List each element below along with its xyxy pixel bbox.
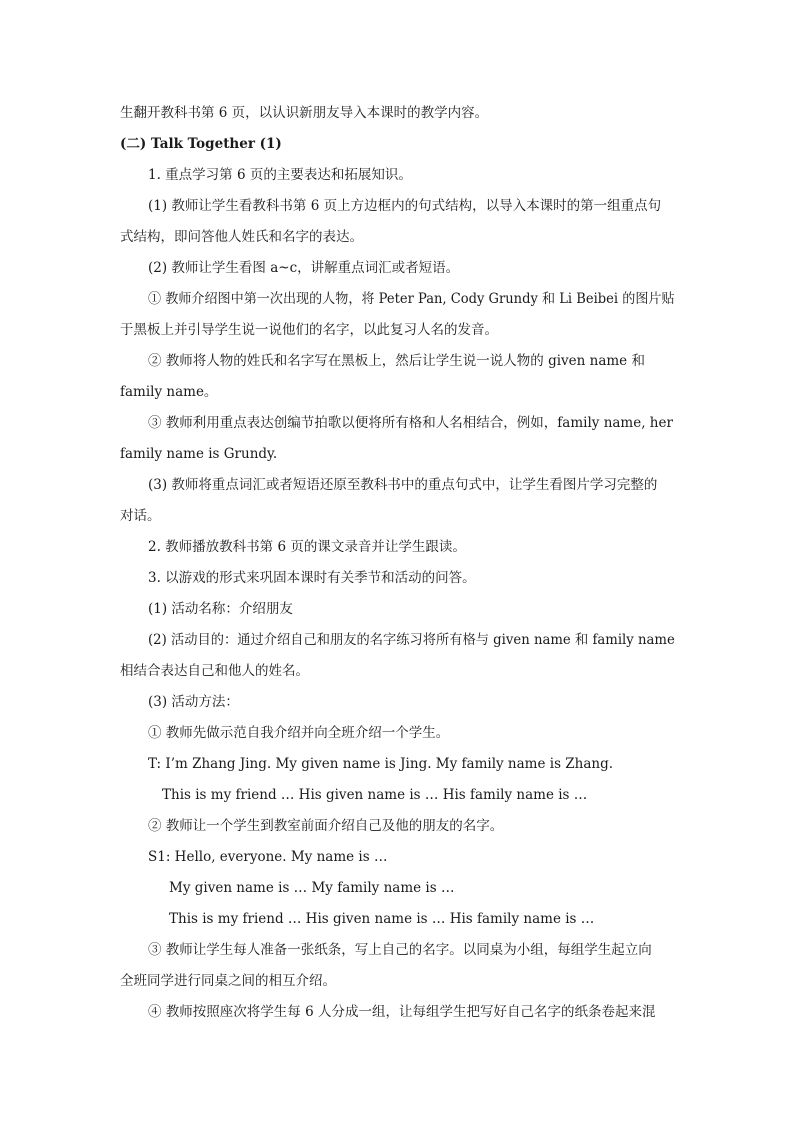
- text-line: 于黑板上并引导学生说一说他们的名字，以此复习人名的发音。: [120, 322, 498, 338]
- dialogue-line: This is my friend … His given name is … His family name is …: [169, 911, 595, 927]
- text-line: (1) 教师让学生看教科书第 6 页上方边框内的句式结构，以导入本课时的第一组重点句: [148, 198, 662, 214]
- text-line: 对话。: [120, 508, 161, 524]
- text-line: ② 教师让一个学生到教室前面介绍自己及他的朋友的名字。: [148, 818, 504, 834]
- text-line: 3. 以游戏的形式来巩固本课时有关季节和活动的问答。: [148, 570, 476, 586]
- section-heading: (二) Talk Together (1): [120, 136, 282, 152]
- dialogue-line: This is my friend … His given name is … His family name is …: [162, 787, 588, 803]
- text-line: ① 教师介绍图中第一次出现的人物，将 Peter Pan, Cody Grundy 和 Li Beibei 的图片贴: [148, 291, 675, 307]
- text-line: 式结构，即问答他人姓氏和名字的表达。: [120, 229, 363, 245]
- text-line: ③ 教师利用重点表达创编节拍歌以便将所有格和人名相结合，例如，family name, her: [148, 415, 673, 431]
- dialogue-line: My given name is … My family name is …: [169, 880, 455, 896]
- text-line: ① 教师先做示范自我介绍并向全班介绍一个学生。: [148, 725, 450, 741]
- text-line: (2) 教师让学生看图 a~c，讲解重点词汇或者短语。: [148, 260, 460, 276]
- text-line: 2. 教师播放教科书第 6 页的课文录音并让学生跟读。: [148, 539, 466, 555]
- text-line: (2) 活动目的：通过介绍自己和朋友的名字练习将所有格与 given name 和 family name: [148, 632, 675, 648]
- text-line: 全班同学进行同桌之间的相互介绍。: [120, 973, 336, 989]
- text-line: family name。: [120, 384, 218, 400]
- text-line: ③ 教师让学生每人准备一张纸条，写上自己的名字。以同桌为小组，每组学生起立向: [148, 942, 652, 958]
- text-line: (3) 教师将重点词汇或者短语还原至教科书中的重点句式中，让学生看图片学习完整的: [148, 477, 658, 493]
- text-line: 生翻开教科书第 6 页，以认识新朋友导入本课时的教学内容。: [120, 105, 489, 121]
- text-line: ② 教师将人物的姓氏和名字写在黑板上，然后让学生说一说人物的 given name 和: [148, 353, 645, 369]
- dialogue-line: S1: Hello, everyone. My name is …: [148, 849, 388, 865]
- text-line: 1. 重点学习第 6 页的主要表达和拓展知识。: [148, 167, 412, 183]
- text-line: 相结合表达自己和他人的姓名。: [120, 663, 309, 679]
- text-line: ④ 教师按照座次将学生每 6 人分成一组，让每组学生把写好自己名字的纸条卷起来混: [148, 1004, 656, 1020]
- text-line: (3) 活动方法：: [148, 694, 239, 710]
- dialogue-line: T: I’m Zhang Jing. My given name is Jing. My family name is Zhang.: [148, 756, 614, 772]
- text-line: (1) 活动名称：介绍朋友: [148, 601, 293, 617]
- text-line: family name is Grundy.: [120, 446, 278, 462]
